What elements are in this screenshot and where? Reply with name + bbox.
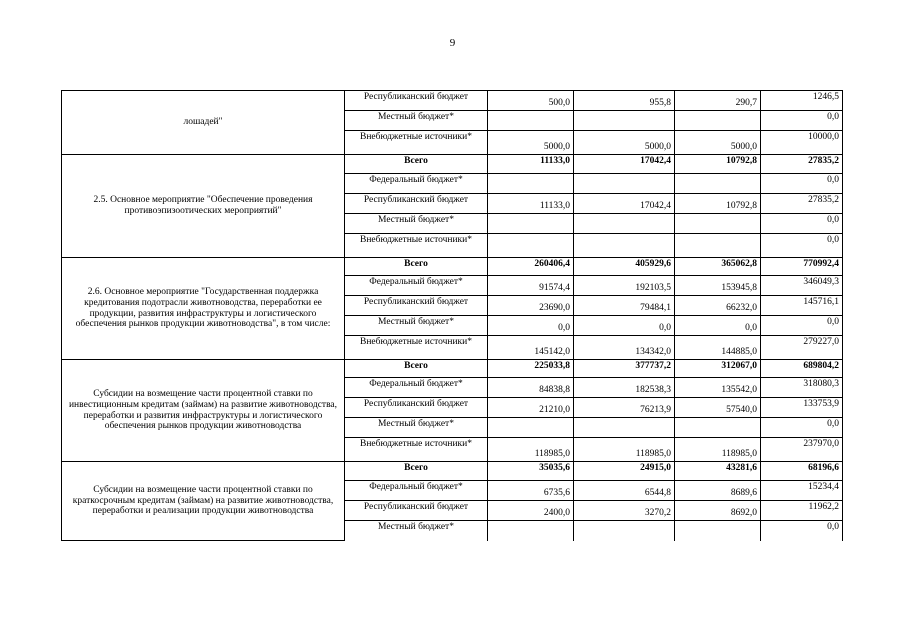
year-value-cell: 118985,0: [574, 438, 675, 462]
total-value-cell: 237970,0: [761, 438, 843, 462]
total-value-cell: 10000,0: [761, 131, 843, 155]
year-value-cell: 144885,0: [675, 336, 761, 360]
year-value-cell: 118985,0: [488, 438, 574, 462]
year-value-cell: [488, 234, 574, 258]
table-row: [62, 258, 843, 276]
year-value-cell: [675, 418, 761, 438]
year-value-cell: 57540,0: [675, 398, 761, 418]
year-value-cell: 0,0: [574, 316, 675, 336]
year-value-cell: [574, 214, 675, 234]
year-value-cell: [675, 521, 761, 541]
year-value-cell: [574, 521, 675, 541]
year-value-cell: [488, 521, 574, 541]
total-value-cell: 318080,3: [761, 378, 843, 398]
table-row: [62, 462, 843, 481]
total-value-cell: 0,0: [761, 214, 843, 234]
year-value-cell: 2400,0: [488, 501, 574, 521]
year-value-cell: [574, 111, 675, 131]
funding-source: Республиканский бюджет: [345, 91, 488, 111]
year-value-cell: 0,0: [675, 316, 761, 336]
year-value-cell: 10792,8: [675, 194, 761, 214]
total-value-cell: 0,0: [761, 418, 843, 438]
year-value-cell: [675, 234, 761, 258]
year-value-cell: 377737,2: [574, 360, 675, 378]
total-value-cell: 770992,4: [761, 258, 843, 276]
year-value-cell: 5000,0: [488, 131, 574, 155]
total-value-cell: 15234,4: [761, 481, 843, 501]
funding-source: Местный бюджет*: [345, 521, 488, 541]
year-value-cell: [675, 111, 761, 131]
year-value-cell: 405929,6: [574, 258, 675, 276]
year-value-cell: 5000,0: [574, 131, 675, 155]
year-value-cell: [675, 214, 761, 234]
year-value-cell: 10792,8: [675, 155, 761, 174]
funding-source: Местный бюджет*: [345, 316, 488, 336]
funding-source: Федеральный бюджет*: [345, 276, 488, 296]
total-value-cell: 0,0: [761, 111, 843, 131]
year-value-cell: 134342,0: [574, 336, 675, 360]
measure-description: Субсидии на возмещение части процентной ставки по инвестиционным кредитам (займам) на развитие животноводства, переработки и развития инфраструктуры и логистического обеспечения рынков продукции животноводства: [62, 360, 345, 462]
year-value-cell: [675, 174, 761, 194]
year-value-cell: 260406,4: [488, 258, 574, 276]
year-value-cell: 79484,1: [574, 296, 675, 316]
year-value-cell: 3270,2: [574, 501, 675, 521]
year-value-cell: 17042,4: [574, 194, 675, 214]
total-value-cell: 1246,5: [761, 91, 843, 111]
total-value-cell: 346049,3: [761, 276, 843, 296]
year-value-cell: 76213,9: [574, 398, 675, 418]
funding-source: Республиканский бюджет: [345, 501, 488, 521]
year-value-cell: 500,0: [488, 91, 574, 111]
year-value-cell: 21210,0: [488, 398, 574, 418]
funding-source: Внебюджетные источники*: [345, 131, 488, 155]
funding-source: Местный бюджет*: [345, 214, 488, 234]
total-value-cell: 0,0: [761, 316, 843, 336]
year-value-cell: 0,0: [488, 316, 574, 336]
year-value-cell: 11133,0: [488, 194, 574, 214]
year-value-cell: 192103,5: [574, 276, 675, 296]
funding-source: Местный бюджет*: [345, 418, 488, 438]
year-value-cell: [574, 418, 675, 438]
funding-source: Местный бюджет*: [345, 111, 488, 131]
budget-table-body: [62, 91, 843, 541]
funding-source: Федеральный бюджет*: [345, 378, 488, 398]
funding-source: Федеральный бюджет*: [345, 174, 488, 194]
year-value-cell: 11133,0: [488, 155, 574, 174]
funding-source: Внебюджетные источники*: [345, 438, 488, 462]
total-value-cell: 11962,2: [761, 501, 843, 521]
measure-description: Субсидии на возмещение части процентной ставки по краткосрочным кредитам (займам) на развитие животноводства, переработки и реализации продукции животноводства: [62, 462, 345, 541]
total-value-cell: 279227,0: [761, 336, 843, 360]
total-label: Всего: [345, 155, 488, 174]
year-value-cell: 17042,4: [574, 155, 675, 174]
year-value-cell: 5000,0: [675, 131, 761, 155]
year-value-cell: 91574,4: [488, 276, 574, 296]
table-row: [62, 155, 843, 174]
year-value-cell: 8692,0: [675, 501, 761, 521]
total-value-cell: 0,0: [761, 174, 843, 194]
year-value-cell: 312067,0: [675, 360, 761, 378]
funding-source: Внебюджетные источники*: [345, 234, 488, 258]
total-label: Всего: [345, 462, 488, 481]
year-value-cell: 225033,8: [488, 360, 574, 378]
year-value-cell: 153945,8: [675, 276, 761, 296]
page-number: 9: [449, 37, 456, 49]
table-row: [62, 360, 843, 378]
total-value-cell: 133753,9: [761, 398, 843, 418]
funding-source: Внебюджетные источники*: [345, 336, 488, 360]
funding-source: Федеральный бюджет*: [345, 481, 488, 501]
year-value-cell: 84838,8: [488, 378, 574, 398]
year-value-cell: 118985,0: [675, 438, 761, 462]
year-value-cell: [488, 174, 574, 194]
funding-source: Республиканский бюджет: [345, 194, 488, 214]
total-value-cell: 0,0: [761, 521, 843, 541]
total-label: Всего: [345, 258, 488, 276]
total-value-cell: 68196,6: [761, 462, 843, 481]
measure-description: 2.6. Основное мероприятие "Государственная поддержка кредитования подотрасли животноводства, переработки ее продукции, развития инфраструктуры и логистического обеспечения рынков продукции животноводства", в том числе:: [62, 258, 345, 360]
year-value-cell: 290,7: [675, 91, 761, 111]
year-value-cell: 365062,8: [675, 258, 761, 276]
total-label: Всего: [345, 360, 488, 378]
year-value-cell: 24915,0: [574, 462, 675, 481]
year-value-cell: 955,8: [574, 91, 675, 111]
year-value-cell: 23690,0: [488, 296, 574, 316]
year-value-cell: 135542,0: [675, 378, 761, 398]
year-value-cell: [574, 234, 675, 258]
year-value-cell: 145142,0: [488, 336, 574, 360]
year-value-cell: 182538,3: [574, 378, 675, 398]
funding-source: Республиканский бюджет: [345, 398, 488, 418]
budget-table: [61, 90, 843, 541]
total-value-cell: 145716,1: [761, 296, 843, 316]
measure-description: лошадей": [62, 91, 345, 155]
table-row: [62, 91, 843, 111]
year-value-cell: 35035,6: [488, 462, 574, 481]
year-value-cell: 43281,6: [675, 462, 761, 481]
total-value-cell: 27835,2: [761, 155, 843, 174]
total-value-cell: 0,0: [761, 234, 843, 258]
year-value-cell: [488, 111, 574, 131]
total-value-cell: 689804,2: [761, 360, 843, 378]
year-value-cell: 6544,8: [574, 481, 675, 501]
funding-source: Республиканский бюджет: [345, 296, 488, 316]
year-value-cell: 6735,6: [488, 481, 574, 501]
year-value-cell: [488, 418, 574, 438]
year-value-cell: [488, 214, 574, 234]
year-value-cell: 66232,0: [675, 296, 761, 316]
year-value-cell: 8689,6: [675, 481, 761, 501]
measure-description: 2.5. Основное мероприятие "Обеспечение проведения противоэпизоотических мероприятий": [62, 155, 345, 258]
year-value-cell: [574, 174, 675, 194]
total-value-cell: 27835,2: [761, 194, 843, 214]
